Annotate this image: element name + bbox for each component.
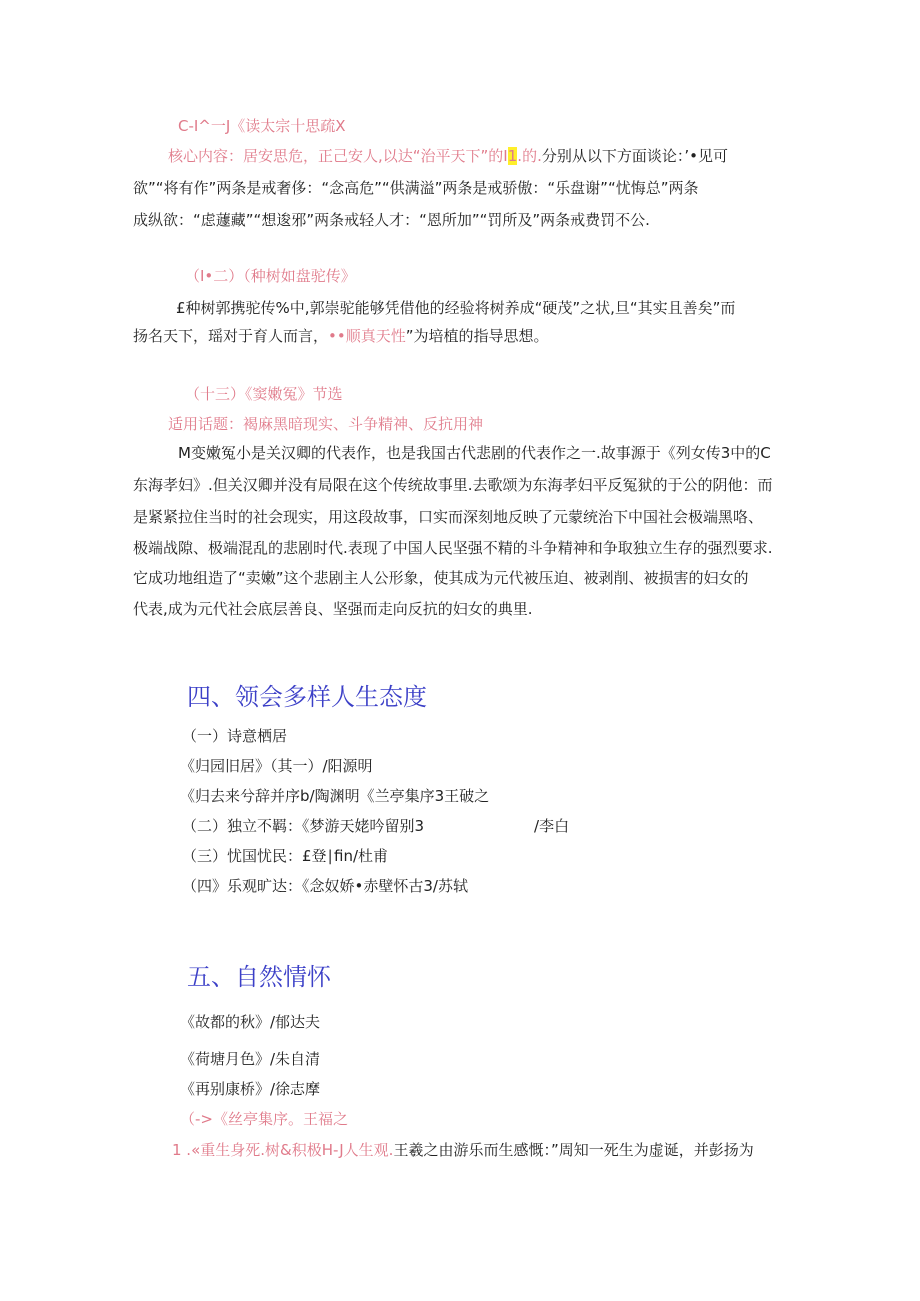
section-4-item xyxy=(182,815,569,837)
section-13-topic: 适用话题：褐麻黑暗现实、斗争精神、反抗用神 xyxy=(168,415,484,433)
section-4-item: 《归园旧居》（其一）/阳源明 xyxy=(180,757,373,775)
last-line-emphasis: 1 .«重生身死.树&积极H-J人生观. xyxy=(172,1141,394,1159)
section-5-item: 《再别康桥》/徐志摩 xyxy=(180,1080,321,1098)
section-4-item: （四》乐观旷达：《念奴娇•赤壁怀古3/苏轼 xyxy=(182,877,468,895)
core-content-text: 核心内容：居安思危，正己安人,以达“治平天下”的I xyxy=(168,147,508,165)
tree-line-2-emphasis: ••顺真天性 xyxy=(328,327,406,345)
tree-section-title: （I•二）（种树如盘驼传》 xyxy=(185,267,356,285)
section-13-para-line: 东海孝妇》.但关汉卿并没有局限在这个传统故事里.去歌颂为东海孝妇平反冤狱的于公的阴他：而 xyxy=(133,476,773,494)
section-5-last-line xyxy=(172,1139,754,1161)
section-13-para-line: 代表,成为元代社会底层善良、坚强而走向反抗的妇女的典里. xyxy=(133,600,533,618)
section-13-para-line: 它成功地组造了“卖嫩”这个悲剧主人公形象，使其成为元代被压迫、被剥削、被损害的妇女的 xyxy=(133,569,749,587)
section-13-para-line: 极端战隙、极端混乱的悲剧时代.表现了中国人民坚强不精的斗争精神和争取独立生存的强烈要求. xyxy=(133,539,773,557)
core-content-rest: 分别从以下方面谈论：’•见可 xyxy=(541,147,728,165)
last-line-text: 王羲之由游乐而生感慨：”周知一死生为虚诞，并彭扬为 xyxy=(393,1141,754,1159)
section-12-core-line-1 xyxy=(168,145,728,167)
section-12-line-2: 欲”“将有作”两条是戒奢侈：“念高危”“供满溢”两条是戒骄傲：“乐盘谢”“忧悔总”两条 xyxy=(133,179,699,197)
item-text: （二）独立不羁：《梦游天姥吟留别3 xyxy=(182,817,425,835)
core-content-tail: .的. xyxy=(517,147,542,165)
section-4-item: （三）忧国忧民：£登∣fin/杜甫 xyxy=(182,847,389,865)
section-5-item: 《荷塘月色》/朱自清 xyxy=(180,1050,321,1068)
section-4-item: （一）诗意栖居 xyxy=(182,727,288,745)
highlight-mark: 1 xyxy=(507,147,518,165)
section-5-heading: 五、自然情怀 xyxy=(187,963,331,991)
section-5-subtitle: （->《丝亭集序。王福之 xyxy=(180,1110,348,1128)
section-13-title: （十三）《窦嫩冤》节选 xyxy=(185,385,343,403)
section-4-item: 《归去来兮辞并序b/陶渊明《兰亭集序3王破之 xyxy=(180,787,490,805)
section-12-line-3: 成纵欲：“虑蘧藏”“想逡邪”两条戒轻人才：“恩所加”“罚所及”两条戒费罚不公. xyxy=(133,211,650,229)
section-5-item: 《故都的秋》/郁达夫 xyxy=(180,1013,321,1031)
tree-section-line-1: £种树郭携驼传%中,郭崇驼能够凭借他的经验将树养成“硬茂”之状,旦“其实且善矣”而 xyxy=(176,299,736,317)
tree-section-line-2 xyxy=(133,325,549,347)
section-13-para-line: 是紧紧拉住当时的社会现实，用这段故事，口实而深刻地反映了元蒙统治下中国社会极端黑咯、 xyxy=(133,508,764,526)
tree-line-2-text: 扬名天下，瑶对于育人而言， xyxy=(133,327,329,345)
section-4-heading: 四、领会多样人生态度 xyxy=(187,683,427,711)
item-author: /李白 xyxy=(534,817,570,835)
section-12-title: C-I^一J《读太宗十思疏X xyxy=(178,117,346,135)
section-13-para-line: M变嫩冤小是关汉卿的代表作，也是我国古代悲剧的代表作之一.故事源于《列女传3中的C xyxy=(178,444,771,462)
tree-line-2-tail: ”为培植的指导思想。 xyxy=(405,327,549,345)
